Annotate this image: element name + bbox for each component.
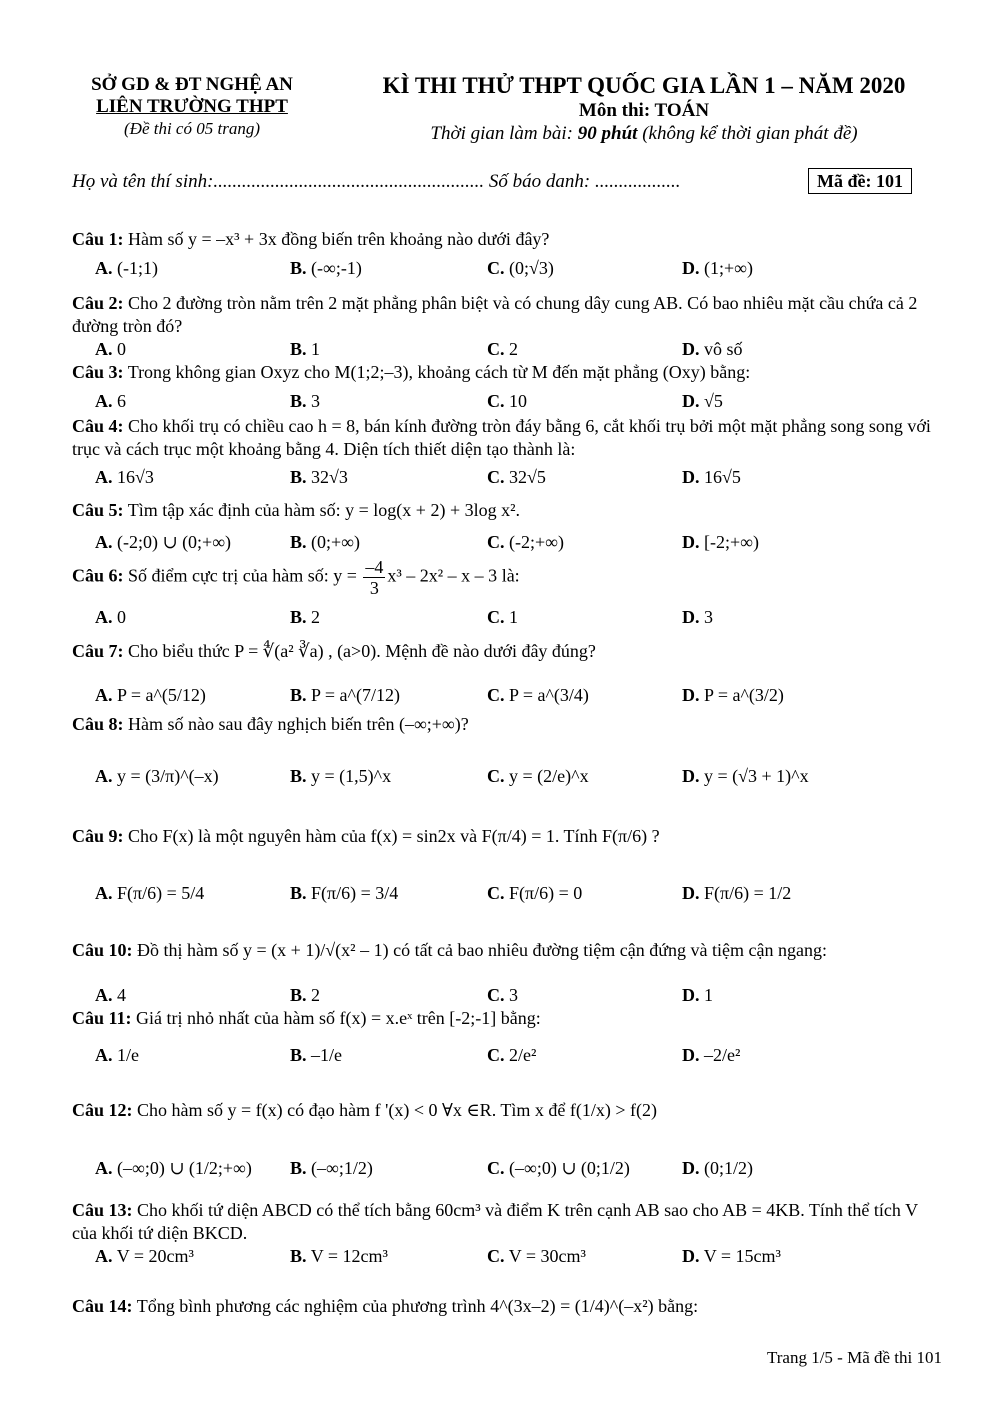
option-d: D. 1 — [682, 985, 713, 1005]
question-2: Câu 2: Cho 2 đường tròn nằm trên 2 mặt phẳng phân biệt và có chung dây cung AB. Có bao nhiêu mặt cầu chứa cả 2 đường tròn đó? — [72, 293, 918, 336]
option-d: D. 16√5 — [682, 467, 741, 487]
option-a: A. 0 — [95, 339, 126, 359]
question-7: Câu 7: Cho biểu thức P = ∜(a² ∛a) , (a>0). Mệnh đề nào dưới đây đúng? — [72, 641, 596, 661]
formula: (–∞;+∞) — [398, 714, 461, 734]
question-8: Câu 8: Hàm số nào sau đây nghịch biến trên (–∞;+∞)? — [72, 714, 469, 734]
option-c: C. V = 30cm³ — [487, 1246, 586, 1266]
exam-code-box: Mã đề: 101 — [808, 168, 912, 194]
question-4: Câu 4: Cho khối trụ có chiều cao h = 8, bán kính đường tròn đáy bằng 6, cắt khối trụ bởi một mặt phẳng song song với trục và cách trục một khoảng bằng 4. Diện tích thiết diện tạo thành là: — [72, 416, 931, 459]
option-d: D. y = (√3 + 1)^x — [682, 766, 809, 786]
pages-note: (Đề thi có 05 trang) — [124, 119, 260, 138]
option-b: B. 2 — [290, 985, 321, 1005]
option-a: A. V = 20cm³ — [95, 1246, 194, 1266]
option-d: D. vô số — [682, 339, 743, 359]
question-13: Câu 13: Cho khối tứ diện ABCD có thể tích bằng 60cm³ và điểm K trên cạnh AB sao cho AB = 4KB. Tính thể tích V của khối tứ diện BKCD. — [72, 1200, 918, 1243]
option-d: D. (0;1/2) — [682, 1158, 753, 1178]
option-a: A. 6 — [95, 391, 126, 411]
option-a: A. (-1;1) — [95, 258, 158, 278]
department-name: SỞ GD & ĐT NGHỆ AN — [91, 74, 293, 95]
question-10: Câu 10: Đồ thị hàm số y = (x + 1)/√(x² – 1) có tất cả bao nhiêu đường tiệm cận đứng và tiệm cận ngang: — [72, 940, 827, 960]
option-d: D. –2/e² — [682, 1045, 741, 1065]
option-b: B. P = a^(7/12) — [290, 685, 400, 705]
option-a: A. (-2;0) ∪ (0;+∞) — [95, 532, 232, 552]
student-info-line: Họ và tên thí sinh:......................................................... Số báo danh: .................. — [72, 171, 681, 192]
question-3: Câu 3: Trong không gian Oxyz cho M(1;2;–3), khoảng cách từ M đến mặt phẳng (Oxy) bằng: — [72, 362, 751, 382]
question-11: Câu 11: Giá trị nhỏ nhất của hàm số f(x) = x.eˣ trên [-2;-1] bằng: — [72, 1008, 541, 1028]
time-line: Thời gian làm bài: 90 phút (không kể thời gian phát đề) — [430, 123, 858, 144]
option-c: C. (–∞;0) ∪ (0;1/2) — [487, 1158, 630, 1178]
formula: P = ∜(a² ∛a) — [234, 641, 324, 661]
formula: y = (x + 1)/√(x² – 1) — [243, 940, 389, 960]
option-a: A. 16√3 — [95, 467, 154, 487]
option-b: B. (0;+∞) — [290, 532, 360, 552]
option-b: B. –1/e — [290, 1045, 343, 1065]
question-9: Câu 9: Cho F(x) là một nguyên hàm của f(x) = sin2x và F(π/4) = 1. Tính F(π/6) ? — [72, 826, 660, 846]
option-d: D. (1;+∞) — [682, 258, 753, 278]
page-footer: Trang 1/5 - Mã đề thi 101 — [766, 1348, 942, 1367]
option-b: B. 2 — [290, 607, 321, 627]
formula: F(π/4) = 1 — [481, 826, 555, 846]
fraction: $\frac{-4}{3}$ — [365, 557, 384, 598]
option-c: C. (-2;+∞) — [487, 532, 564, 552]
option-b: B. 3 — [290, 391, 321, 411]
options-9 — [95, 882, 945, 942]
option-b: B. (–∞;1/2) — [290, 1158, 373, 1178]
option-a: A. 4 — [95, 985, 126, 1005]
formula: f(1/x) > f(2) — [569, 1100, 657, 1120]
header-left — [72, 74, 312, 140]
options-11 — [95, 1044, 945, 1104]
option-c: C. 1 — [487, 607, 518, 627]
option-b: B. (-∞;-1) — [290, 258, 362, 278]
option-b: B. y = (1,5)^x — [290, 766, 392, 786]
subject-line: Môn thi: TOÁN — [578, 100, 710, 121]
option-a: A. y = (3/π)^(–x) — [95, 766, 219, 786]
school-name: LIÊN TRƯỜNG THPT — [96, 96, 288, 117]
option-a: A. (–∞;0) ∪ (1/2;+∞) — [95, 1158, 252, 1178]
option-c: C. 2 — [487, 339, 518, 359]
option-d: D. V = 15cm³ — [682, 1246, 781, 1266]
question-12: Câu 12: Cho hàm số y = f(x) có đạo hàm f '(x) < 0 ∀x ∈R. Tìm x để f(1/x) > f(2) — [72, 1100, 657, 1120]
option-b: B. 1 — [290, 339, 321, 359]
option-c: C. 3 — [487, 985, 518, 1005]
option-c: C. (0;√3) — [487, 258, 554, 278]
option-c: C. F(π/6) = 0 — [487, 883, 583, 903]
option-c: C. 2/e² — [487, 1045, 537, 1065]
option-c: C. y = (2/e)^x — [487, 766, 589, 786]
option-b: B. V = 12cm³ — [290, 1246, 388, 1266]
question-14: Câu 14: Tổng bình phương các nghiệm của phương trình 4^(3x–2) = (1/4)^(–x²) bằng: — [72, 1296, 699, 1316]
option-b: B. 32√3 — [290, 467, 348, 487]
option-b: B. F(π/6) = 3/4 — [290, 883, 399, 903]
option-a: A. 0 — [95, 607, 126, 627]
question-1: Câu 1: Hàm số y = –x³ + 3x đồng biến trên khoảng nào dưới đây? — [72, 229, 550, 249]
option-a: A. 1/e — [95, 1045, 139, 1065]
option-d: D. [-2;+∞) — [682, 532, 759, 552]
formula: 4^(3x–2) = (1/4)^(–x²) — [490, 1296, 654, 1316]
option-d: D. 3 — [682, 607, 713, 627]
option-c: C. 32√5 — [487, 467, 546, 487]
options-8 — [95, 765, 945, 825]
option-c: C. P = a^(3/4) — [487, 685, 589, 705]
option-a: A. P = a^(5/12) — [95, 685, 206, 705]
formula: y = log(x + 2) + 3log x². — [345, 500, 520, 520]
header-right — [350, 72, 938, 146]
option-d: D. F(π/6) = 1/2 — [682, 883, 792, 903]
question-5: Câu 5: Tìm tập xác định của hàm số: y = log(x + 2) + 3log x². — [72, 500, 520, 520]
option-a: A. F(π/6) = 5/4 — [95, 883, 205, 903]
option-d: D. √5 — [682, 391, 723, 411]
option-c: C. 10 — [487, 391, 527, 411]
question-6: Câu 6: Số điểm cực trị của hàm số: y = $\frac{-4}{3}$ x³ – 2x² – x – 3 là: — [72, 557, 520, 598]
exam-title: KÌ THI THỬ THPT QUỐC GIA LẦN 1 – NĂM 2020 — [382, 73, 906, 98]
option-d: D. P = a^(3/2) — [682, 685, 784, 705]
